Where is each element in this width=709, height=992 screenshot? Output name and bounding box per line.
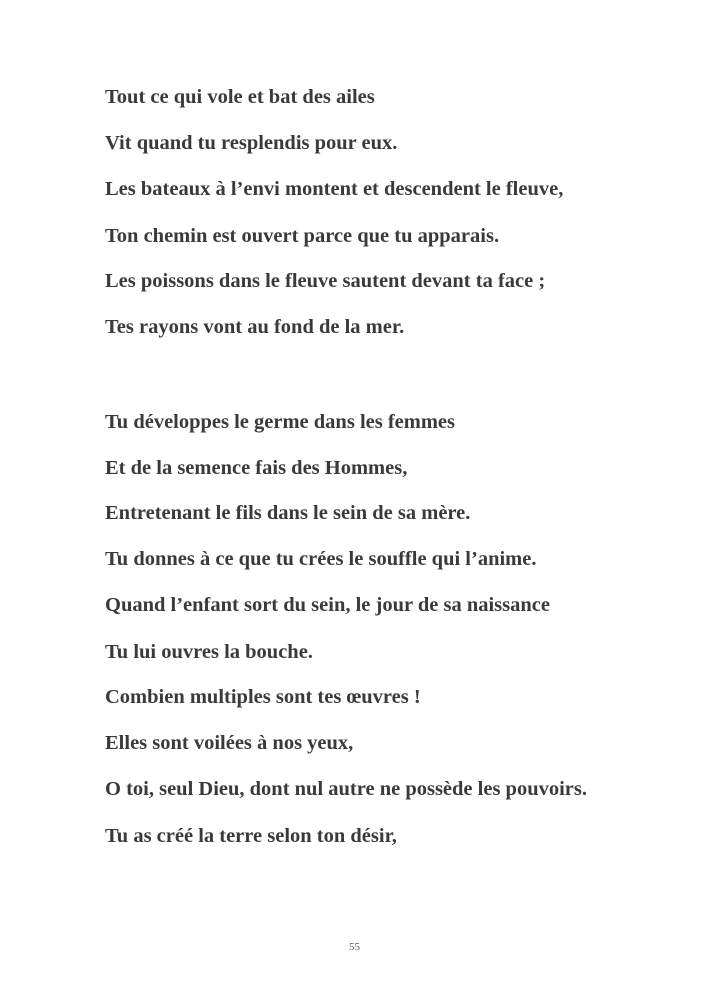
verse-line: Et de la semence fais des Hommes, bbox=[105, 456, 408, 479]
verse-line: Entretenant le fils dans le sein de sa mère. bbox=[105, 502, 471, 524]
verse-line: Tes rayons vont au fond de la mer. bbox=[105, 315, 405, 338]
verse-line: Les poissons dans le fleuve sautent devant ta face ; bbox=[105, 270, 546, 292]
verse-line: Tu as créé la terre selon ton désir, bbox=[105, 824, 397, 847]
page-number: 55 bbox=[349, 941, 360, 953]
verse-line: Tu lui ouvres la bouche. bbox=[105, 640, 313, 663]
verse-line: Tout ce qui vole et bat des ailes bbox=[105, 86, 375, 108]
verse-line: Quand l’enfant sort du sein, le jour de sa naissance bbox=[105, 594, 550, 616]
verse-line: Ton chemin est ouvert parce que tu apparais. bbox=[105, 224, 500, 247]
verse-line: Tu développes le germe dans les femmes bbox=[105, 411, 455, 433]
stanza-1 bbox=[105, 83, 605, 358]
verse-line: Elles sont voilées à nos yeux, bbox=[105, 731, 354, 754]
verse-line: Tu donnes à ce que tu crées le souffle qui l’anime. bbox=[105, 547, 537, 570]
verse-line: Vit quand tu resplendis pour eux. bbox=[105, 131, 398, 154]
verse-line: Les bateaux à l’envi montent et descendent le fleuve, bbox=[105, 178, 564, 200]
stanza-2 bbox=[105, 408, 605, 867]
verse-line: O toi, seul Dieu, dont nul autre ne possède les pouvoirs. bbox=[105, 778, 588, 800]
verse-line: Combien multiples sont tes œuvres ! bbox=[105, 686, 421, 708]
